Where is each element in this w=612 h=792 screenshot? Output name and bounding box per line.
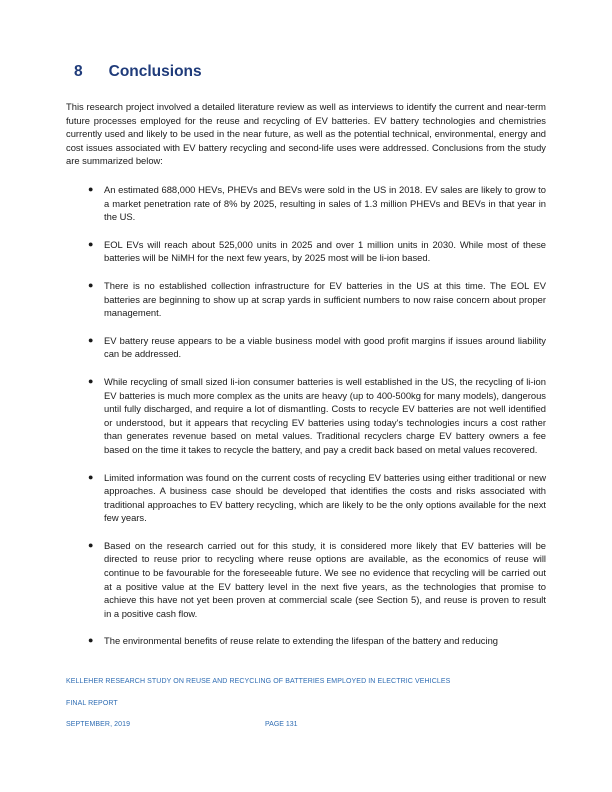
list-item — [66, 279, 546, 320]
bullet-icon: ● — [88, 375, 94, 386]
page-number: PAGE 131 — [265, 721, 298, 728]
bullet-icon: ● — [88, 539, 94, 550]
list-item-text: While recycling of small sized li-ion consumer batteries is well established in the US, the recycling of li-ion EV batteries is much more complex as the units are heavy (up to 400-500kg for many models), dangerous until fully discharged, and require a lot of dismantling. Costs to recycle EV batteries are not well identified or understood, but it appears that recycling EV batteries using today's technologies incurs a cost rather than generates revenue based on metal values. Traditional recyclers charge EV battery owners a fee based on the time it takes to recycle the battery, and pay a credit back based on metal values recovered. — [104, 375, 546, 455]
list-item — [66, 471, 546, 525]
intro-paragraph: This research project involved a detailed literature review as well as interviews to identify the current and near-term future processes employed for the reuse and recycling of EV batteries. EV battery technologies and chemistries currently used and likely to be used in the near future, as well as the potential technical, environmental, energy and cost issues associated with EV battery recycling and second-life uses were addressed. Conclusions from the study are summarized below: — [66, 101, 546, 167]
list-item-text: Based on the research carried out for this study, it is considered more likely that EV batteries will be directed to reuse prior to recycling where reuse options are available, as the economics of reuse will continue to be favourable for the foreseeable future. We see no evidence that recycling will be carried out at a positive value at the EV battery level in the next five years, as the technologies that promise to achieve this have not yet been proven at commercial scale (see Section 5), and reuse is proven to result in a positive cash flow. — [104, 539, 546, 619]
list-item-text: There is no established collection infrastructure for EV batteries in the US at this time. The EOL EV batteries are beginning to show up at scrap yards in sufficient numbers to now raise concern about proper management. — [104, 279, 546, 319]
list-item-text: EOL EVs will reach about 525,000 units in 2025 and over 1 million units in 2030. While most of these batteries will be NiMH for the next few years, by 2025 most will be li-ion based. — [104, 238, 546, 264]
section-heading — [74, 63, 202, 81]
bullet-icon: ● — [88, 471, 94, 482]
footer-title: KELLEHER RESEARCH STUDY ON REUSE AND RECYCLING OF BATTERIES EMPLOYED IN ELECTRIC VEHICLES — [66, 678, 451, 685]
list-item-text: An estimated 688,000 HEVs, PHEVs and BEVs were sold in the US in 2018. EV sales are likely to grow to a market penetration rate of 8% by 2025, resulting in sales of 1.3 million PHEVs and BEVs in that year in the US. — [104, 184, 546, 223]
list-item — [66, 634, 546, 648]
bullet-icon: ● — [88, 334, 94, 345]
list-item — [66, 183, 546, 224]
footer-date: SEPTEMBER, 2019 — [66, 721, 131, 728]
footer-report: FINAL REPORT — [66, 700, 118, 707]
list-item — [66, 539, 546, 621]
bullet-icon: ● — [88, 238, 94, 249]
list-item — [66, 334, 546, 361]
bullet-icon: ● — [88, 279, 94, 290]
conclusions-list — [66, 183, 546, 648]
list-item-text: Limited information was found on the current costs of recycling EV batteries using either traditional or new approaches. A business case should be developed that identifies the costs and risks associated with traditional approaches to EV battery recycling, which are likely to be the only options available for the next few years. — [104, 471, 546, 524]
section-title: Conclusions — [108, 63, 202, 80]
bullet-icon: ● — [88, 184, 94, 194]
list-item — [66, 238, 546, 265]
list-item-text: EV battery reuse appears to be a viable business model with good profit margins if issues around liability can be addressed. — [104, 334, 546, 360]
section-number: 8 — [74, 63, 83, 80]
list-item-text: The environmental benefits of reuse relate to extending the lifespan of the battery and reducing — [104, 635, 499, 647]
list-item — [66, 375, 546, 457]
bullet-icon: ● — [88, 635, 94, 646]
